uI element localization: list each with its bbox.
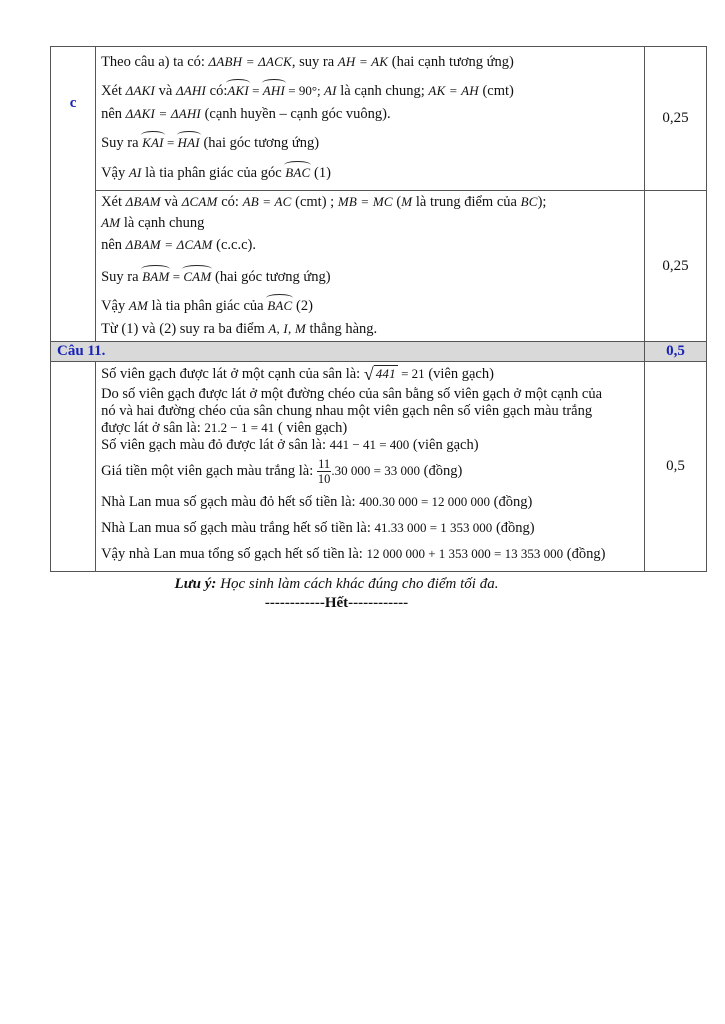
question-title: Câu 11. bbox=[51, 342, 645, 362]
solution-line: Vậy AM là tia phân giác của BAC (2) bbox=[101, 291, 639, 320]
solution-line: Vậy nhà Lan mua tổng số gạch hết số tiền là: 12 000 000 + 1 353 000 = 13 353 000 (đồng) bbox=[101, 546, 606, 563]
note-label: Lưu ý: bbox=[174, 576, 217, 593]
angle-arc: BAC bbox=[267, 295, 292, 314]
angle-arc: CAM bbox=[183, 266, 211, 285]
solution-line: Vậy AI là tia phân giác của góc BAC (1) bbox=[101, 158, 639, 187]
answer-table bbox=[50, 46, 707, 572]
solution-line: Xét ΔBAM và ΔCAM có: AB = AC (cmt) ; MB = MC (M là trung điểm của BC); bbox=[101, 193, 547, 210]
solution-line: Số viên gạch màu đỏ được lát ở sân là: 441 − 41 = 400 (viên gạch) bbox=[101, 436, 479, 453]
solution-line: Suy ra KAI = HAI (hai góc tương ứng) bbox=[101, 123, 639, 157]
angle-arc: BAC bbox=[285, 162, 310, 181]
solution-line: nó và hai đường chéo của sân chung nhau một viên gạch nên số viên gạch màu trắng bbox=[101, 402, 593, 419]
solution-line: Xét ΔAKI và ΔAHI có:AKI = AHI = 90°; AI là cạnh chung; AK = AH (cmt) bbox=[101, 76, 639, 105]
angle-arc: AHI bbox=[263, 80, 285, 99]
solution-line: được lát ở sân là: 21.2 − 1 = 41 ( viên gạch) bbox=[101, 419, 348, 436]
solution-cell bbox=[96, 47, 645, 191]
solution-line: Theo câu a) ta có: ΔABH = ΔACK, suy ra AH = AK (hai cạnh tương ứng) bbox=[101, 54, 514, 70]
score-cell: 0,25 bbox=[644, 190, 706, 342]
table-row bbox=[51, 362, 707, 572]
part-label: c bbox=[51, 47, 96, 342]
note bbox=[8, 576, 665, 593]
end-mark: ------------Hết------------ bbox=[264, 595, 409, 612]
solution-line: Do số viên gạch được lát ở một đường chéo của sân bằng số viên gạch ở một cạnh của bbox=[101, 385, 603, 402]
solution-line: Từ (1) và (2) suy ra ba điểm A, I, M thẳng hàng. bbox=[101, 321, 378, 338]
answer-key-page bbox=[50, 46, 707, 612]
angle-arc: AKI bbox=[227, 80, 249, 99]
radicand: 441 bbox=[375, 366, 396, 382]
note-text: Học sinh làm cách khác đúng cho điểm tối đa. bbox=[216, 576, 499, 593]
angle-arc: BAM bbox=[142, 266, 169, 285]
solution-line: nên ΔBAM = ΔCAM (c.c.c). bbox=[101, 236, 256, 253]
angle-arc: KAI bbox=[142, 132, 164, 151]
question-header-row bbox=[51, 342, 707, 362]
solution-line: AM là cạnh chung bbox=[101, 214, 205, 231]
score-cell: 0,25 bbox=[644, 47, 706, 191]
solution-line: nên ΔAKI = ΔAHI (cạnh huyền – cạnh góc vuông). bbox=[101, 106, 391, 123]
sqrt-sign: √ bbox=[363, 364, 374, 385]
solution-line: Suy ra BAM = CAM (hai góc tương ứng) bbox=[101, 259, 639, 291]
solution-line: Số viên gạch được lát ở một cạnh của sân là: √ 441 = 21 (viên gạch) bbox=[101, 364, 494, 385]
solution-line: Nhà Lan mua số gạch màu đỏ hết số tiền là: 400.30 000 = 12 000 000 (đồng) bbox=[101, 493, 533, 510]
angle-arc: HAI bbox=[178, 132, 200, 151]
table-row bbox=[51, 190, 707, 342]
table-row bbox=[51, 47, 707, 191]
fraction: $\frac{11}{10}$ bbox=[317, 457, 331, 487]
empty-cell bbox=[51, 362, 96, 572]
solution-cell bbox=[96, 190, 645, 342]
question-score: 0,5 bbox=[644, 342, 706, 362]
score-cell: 0,5 bbox=[644, 362, 706, 572]
solution-line: Nhà Lan mua số gạch màu trắng hết số tiền là: 41.33 000 = 1 353 000 (đồng) bbox=[101, 519, 535, 536]
solution-cell bbox=[96, 362, 645, 572]
solution-line: Giá tiền một viên gạch màu trắng là: $\frac{11}{10}$ .30 000 = 33 000 (đồng) bbox=[101, 457, 463, 487]
